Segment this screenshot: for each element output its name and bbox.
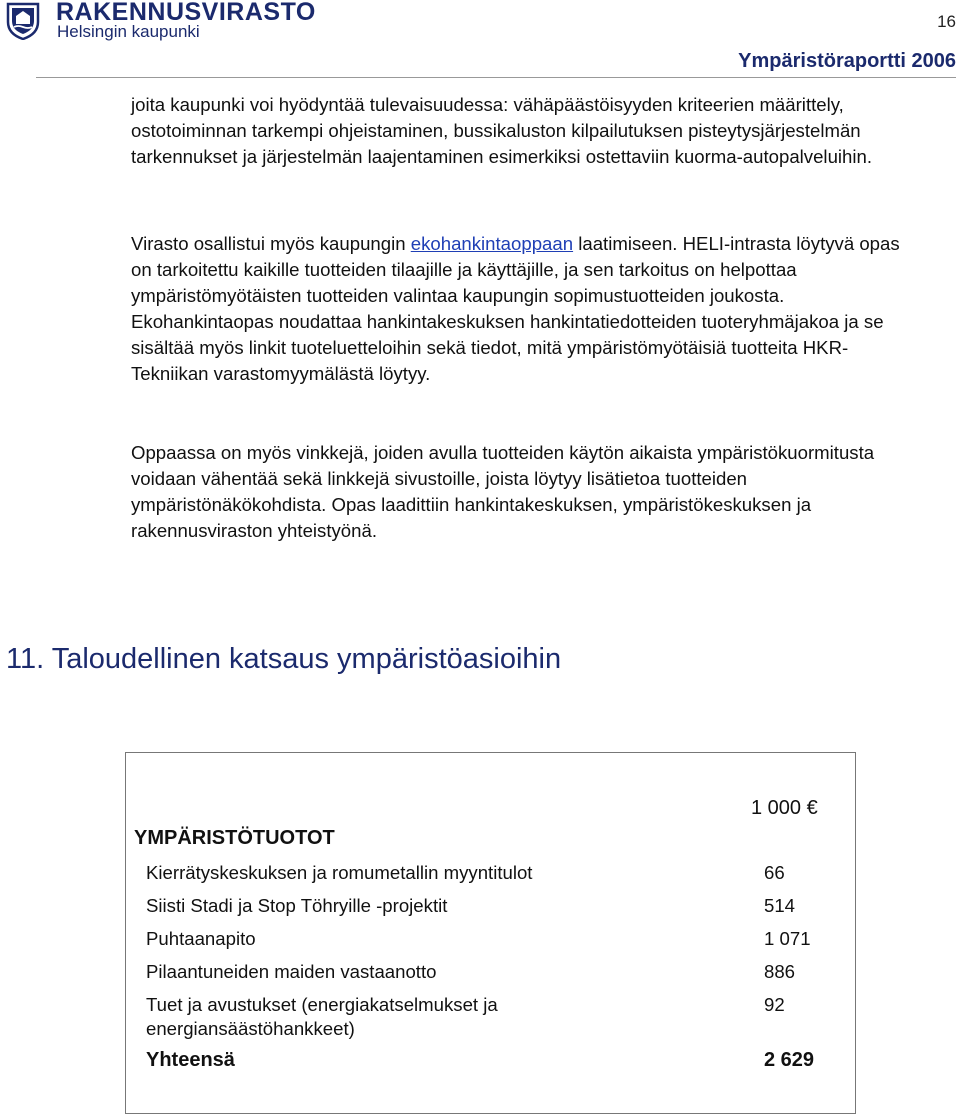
paragraph-2-intro: Virasto osallistui myös kaupungin [131, 233, 411, 254]
row-value: 66 [764, 862, 785, 883]
report-title: Ympäristöraportti 2006 [738, 50, 956, 72]
paragraph-3: Oppaassa on myös vinkkejä, joiden avulla tuotteiden käytön aikaista ympäristökuormitusta voidaan vähentää sekä linkkejä sivustoille, joista löytyy lisätietoa tuotteiden ympäristönäkökohdista. Opas laadittiin hankintakeskuksen, ympäristökeskuksen ja rakennusviraston yhteistyönä. [131, 442, 875, 541]
row-label: Pilaantuneiden maiden vastaanotto [146, 961, 437, 982]
page-header [0, 0, 960, 80]
revenue-table [125, 752, 856, 1114]
helsinki-crest-icon [6, 2, 40, 40]
paragraph-2 [131, 231, 911, 387]
table-title: YMPÄRISTÖTUOTOT [134, 827, 335, 849]
ekohankintaopas-link[interactable]: ekohankintaoppaan [410, 233, 574, 254]
section-heading: 11. Taloudellinen katsaus ympäristöasioihin [6, 643, 562, 675]
row-label: Puhtaanapito [146, 928, 256, 949]
row-label: Siisti Stadi ja Stop Töhryille -projektit [146, 895, 448, 916]
paragraph-2-rest: laatimiseen. HELI-intrasta löytyvä opas on tarkoitettu kaikille tuotteiden tilaajille ja käyttäjille, ja sen tarkoitus on helpottaa ympäristömyötäisten tuotteiden valintaa kaupungin sopimustuotteiden joukosta. Ekohankintaopas noudattaa hankintakeskuksen hankintatiedotteiden tuoteryhmäjakoa ja se sisältää myös linkit tuoteluetteloihin sekä tiedot, mitä ympäristömyötäisiä tuotteita HKR-Tekniikan varastomyymälästä löytyy. [131, 233, 900, 384]
row-value: 92 [764, 994, 785, 1015]
row-label: Kierrätyskeskuksen ja romumetallin myyntitulot [146, 862, 533, 883]
row-label: Tuet ja avustukset (energiakatselmukset ja energiansäästöhankkeet) [146, 994, 498, 1039]
paragraph-1: joita kaupunki voi hyödyntää tulevaisuudessa: vähäpäästöisyyden kriteerien määrittely, ostotoiminnan tarkempi ohjeistaminen, bussikaluston kilpailutuksen pisteytysjärjestelmän tarkennukset ja järjestelmän laajentaminen esimerkiksi ostettaviin kuorma-autopalveluihin. [131, 94, 873, 167]
total-value: 2 629 [764, 1049, 815, 1071]
total-label: Yhteensä [146, 1049, 235, 1071]
organization-name: RAKENNUSVIRASTO [56, 0, 316, 26]
page-number: 16 [937, 12, 956, 31]
header-divider [36, 77, 956, 78]
row-value: 514 [764, 895, 796, 916]
organization-subtitle: Helsingin kaupunki [57, 22, 200, 41]
row-value: 886 [764, 961, 796, 982]
row-value: 1 071 [764, 928, 811, 949]
unit-label: 1 000 € [751, 797, 818, 819]
